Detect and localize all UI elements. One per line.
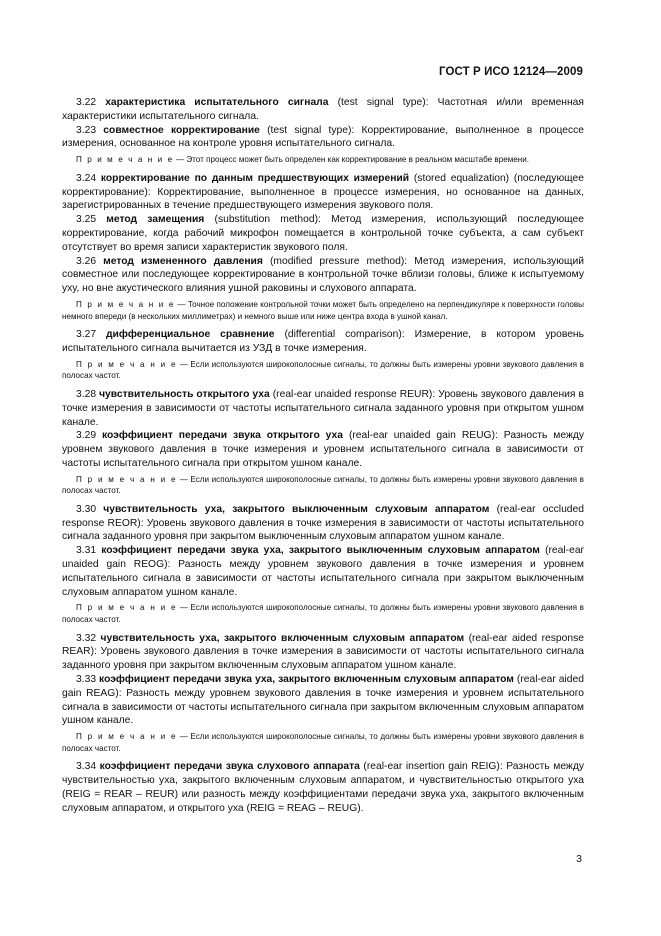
definition-3-34: [62, 760, 584, 815]
note-text: — Если используются широкополосные сигналы, то должны быть измерены уровни звукового давления в полосах частот.: [62, 732, 584, 753]
note-3-23: [62, 154, 584, 166]
clause-number: 3.22: [76, 97, 97, 108]
document-body: [62, 96, 584, 816]
note-label: П р и м е ч а н и е: [76, 155, 174, 165]
term: метод измененного давления: [103, 255, 263, 267]
clause-number: 3.24: [76, 172, 97, 184]
definition-3-28: [62, 388, 584, 429]
clause-number: 3.26: [76, 255, 97, 267]
definition-3-23: [62, 124, 584, 152]
definition-3-31: [62, 544, 584, 599]
term: чувствительность открытого уха: [99, 388, 270, 400]
note-label: П р и м е ч а н и е: [76, 603, 178, 613]
clause-number: 3.25: [76, 214, 97, 226]
definition-3-29: [62, 429, 584, 470]
term: совместное корректирование: [103, 124, 260, 136]
definition-text: (modified pressure method): Метод измерения, использующий совместное или последующее корректирование в контрольной точке вблизи головы, ближе к испытуемому уху, но вне акустического влияния ушной раковины и слухового аппарата.: [62, 255, 584, 295]
definition-text: (real-ear unaided gain REUG): Разность между уровнем звукового давления в точке измерения и уровнем испытательного сигнала в зависимости от частоты испытательного сигнала при открытом ушном канале.: [62, 430, 584, 469]
term: чувствительность уха, закрытого включенным слуховым аппаратом: [100, 632, 465, 644]
clause-number: 3.27: [76, 329, 97, 341]
note-text: — Этот процесс может быть определен как корректирование в реальном масштабе времени.: [173, 155, 530, 165]
definition-text: (substitution method): Метод измерения, использующий последующее корректирование, когда рабочий микрофон помещается в контрольной точке субъекта, а сам субъект отсутствует во время записи характеристик звукового поля.: [62, 214, 584, 253]
definition-text: (stored equalization) (последующее корректирование): Корректирование, выполненное в процессе измерения, но основанное на данных, зарегистрированных в течение предшествующего измерения звукового поля.: [62, 172, 584, 212]
standard-header: ГОСТ Р ИСО 12124—2009: [438, 66, 583, 78]
term: корректирование по данным предшествующих измерений: [100, 172, 410, 184]
term: дифференциальное сравнение: [106, 329, 275, 341]
note-3-29: [62, 474, 584, 497]
definition-3-33: [62, 673, 584, 728]
note-3-33: [62, 731, 584, 754]
definition-3-26: [62, 255, 584, 296]
note-text: — Если используются широкополосные сигналы, то должны быть измерены уровни звукового давления в полосах частот.: [62, 474, 584, 496]
clause-number: 3.30: [76, 503, 97, 515]
definition-text: (test signal type): Корректирование, выполненное в процессе измерения, основанное на контроле уровня испытательного сигнала.: [62, 124, 584, 150]
term: коэффициент передачи звука слухового аппарата: [99, 761, 360, 773]
definition-text: (test signal type): Частотная и/или временная характеристики испытательного сигнала.: [62, 97, 584, 122]
term: коэффициент передачи звука уха, закрытого выключенным слуховым аппаратом: [101, 545, 540, 557]
page-number: 3: [576, 853, 582, 865]
term: чувствительность уха, закрытого выключенным слуховым аппаратом: [103, 503, 490, 515]
term: метод замещения: [106, 214, 205, 226]
note-text: — Если используются широкополосные сигналы, то должны быть измерены уровни звукового давления в полосах частот.: [62, 359, 584, 381]
clause-number: 3.28: [76, 388, 97, 400]
definition-3-27: [62, 328, 584, 356]
note-label: П р и м е ч а н и е: [76, 359, 178, 369]
clause-number: 3.31: [76, 545, 97, 557]
note-3-27: [62, 359, 584, 382]
note-3-31: [62, 602, 584, 625]
definition-3-24: [62, 172, 584, 213]
note-text: — Если используются широкополосные сигналы, то должны быть измерены уровни звукового давления в полосах частот.: [62, 603, 584, 625]
clause-number: 3.33: [76, 674, 97, 686]
definition-3-22: [62, 96, 584, 124]
note-label: П р и м е ч а н и е: [76, 732, 178, 742]
clause-number: 3.34: [76, 761, 97, 773]
term: коэффициент передачи звука открытого уха: [102, 430, 343, 442]
definition-3-30: [62, 503, 584, 544]
definition-3-32: [62, 632, 584, 673]
term: характеристика испытательного сигнала: [105, 97, 329, 108]
note-text: — Точное положение контрольной точки может быть определено на перпендикуляре к поверхности головы немного впереди (в нескольких миллиметрах) и немного выше или ниже центра входа в ушной канал.: [62, 299, 584, 321]
note-3-26: [62, 299, 584, 322]
definition-text: (differential comparison): Измерение, в котором уровень испытательного сигнала вычитается из УЗД в точке измерения.: [62, 329, 584, 354]
term: коэффициент передачи звука уха, закрытого включенным слуховым аппаратом: [99, 674, 514, 686]
definition-text: (real-ear occluded response REOR): Уровень звукового давления в точке измерения в зависимости от частоты испытательного сигнала заданного уровня при закрытом выключенным слуховым аппаратом ушном канале.: [62, 503, 584, 543]
clause-number: 3.29: [76, 430, 97, 442]
clause-number: 3.23: [76, 124, 97, 136]
definition-text: (real-ear unaided response REUR): Уровень звукового давления в точке измерения в зависимости от частоты испытательного сигнала заданного уровня при открытом ушном канале.: [62, 388, 584, 428]
clause-number: 3.32: [76, 632, 97, 644]
definition-text: (real-ear insertion gain REIG): Разность между чувствительностью уха, закрытого включенным слуховым аппаратом, и чувствительностью открытого уха (REIG = REAR – REUR) или разность между коэффициентами передачи звука уха, закрытого включенным слуховым аппаратом, и открытого уха (REIG = REAG – REUG).: [62, 761, 584, 814]
definition-text: (real-ear aided response REAR): Уровень звукового давления в точке измерения в зависимости от частоты испытательного сигнала заданного уровня при закрытом включенным слуховым аппаратом ушном канале.: [62, 632, 584, 672]
definition-3-25: [62, 213, 584, 254]
note-label: П р и м е ч а н и е: [76, 474, 178, 484]
note-label: П р и м е ч а н и е: [76, 299, 175, 309]
definition-text: (real-ear aided gain REAG): Разность между уровнем звукового давления в точке измерения и уровнем испытательного сигнала в зависимости от частоты испытательного сигнала при закрытом включенным слуховым аппаратом ушном канале.: [62, 674, 584, 727]
definition-text: (real-ear unaided gain REOG): Разность между уровнем звукового давления в точке измерения и уровнем испытательного сигнала в зависимости от частоты испытательного сигнала при закрытом выключенным слуховым аппаратом ушном канале.: [62, 545, 584, 598]
